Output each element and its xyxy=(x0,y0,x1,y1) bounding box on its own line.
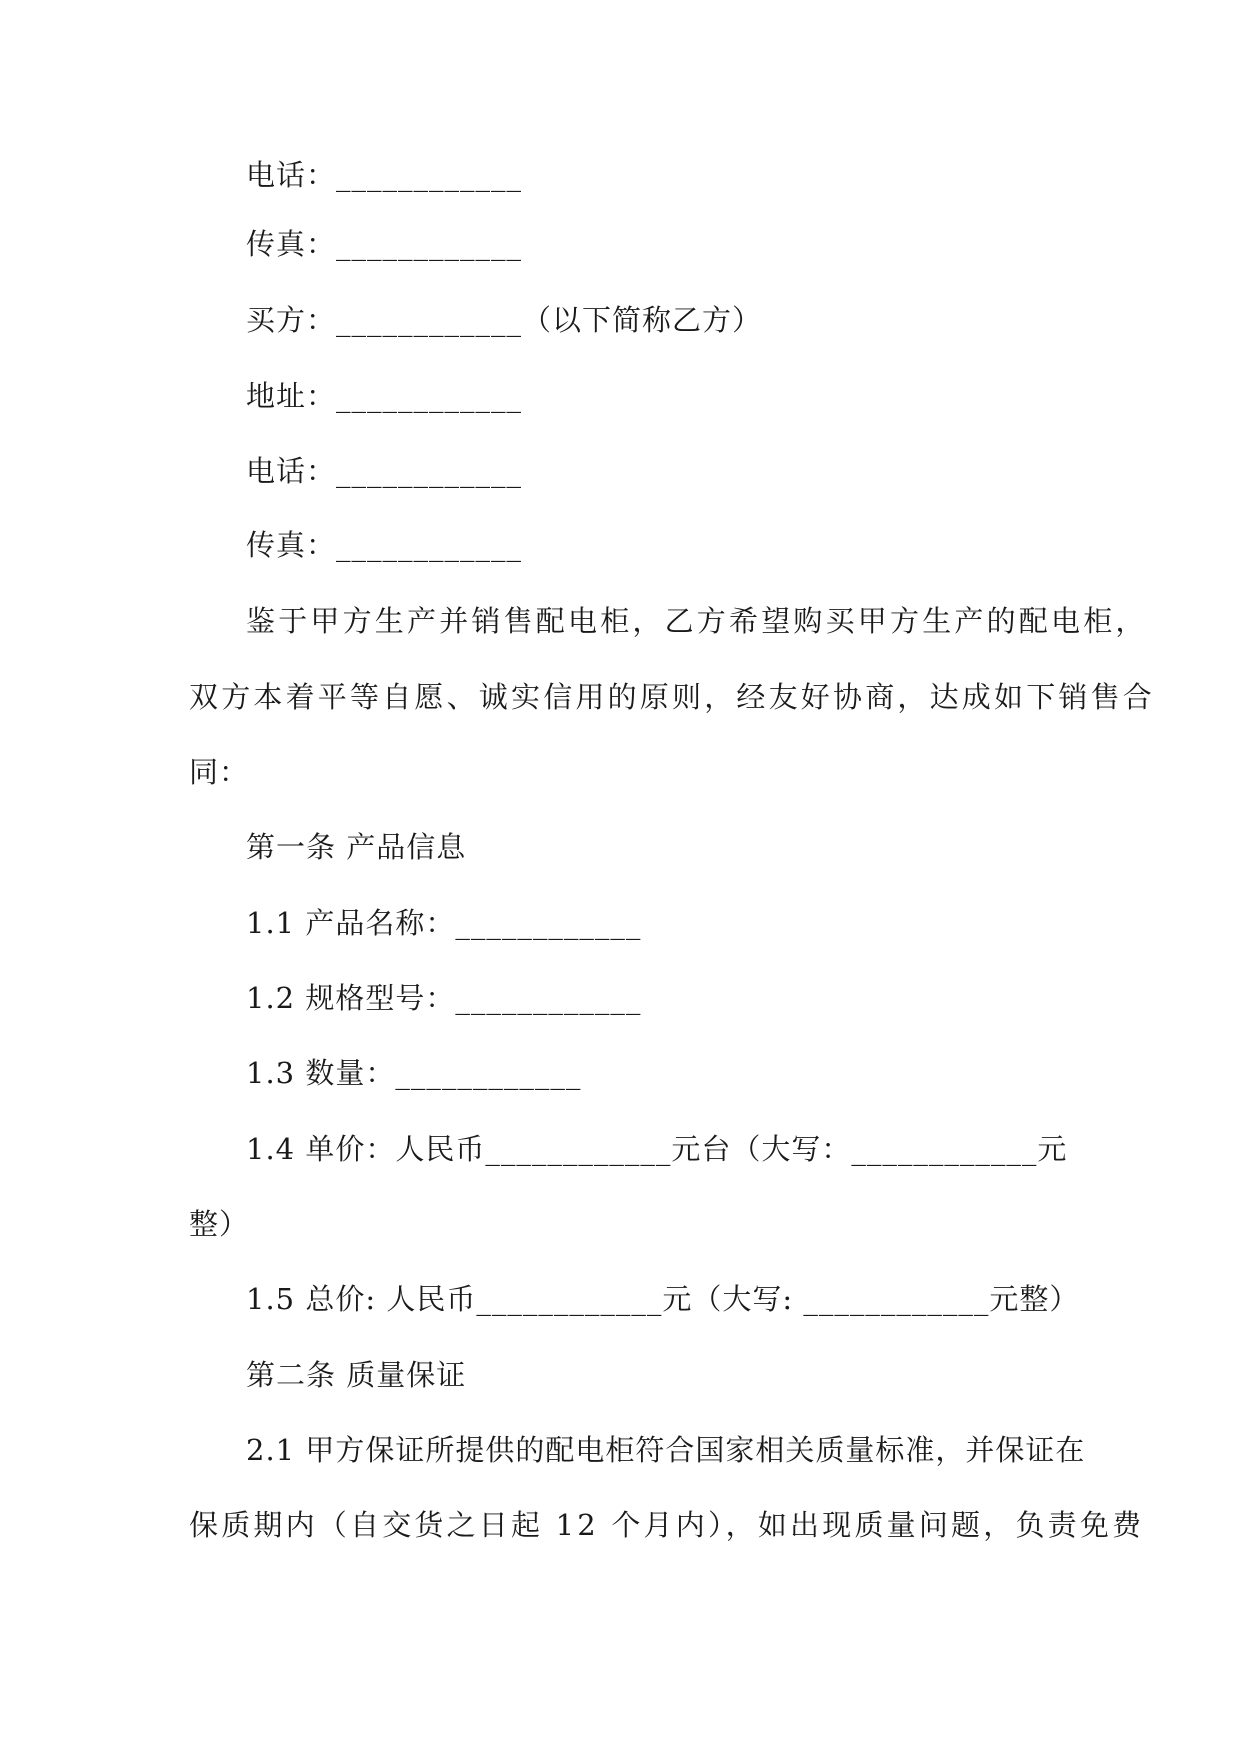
clause-2-1-cont: 保质期内（自交货之日起 12 个月内），如出现质量问题，负责免费 xyxy=(189,1508,1145,1542)
clause-1-4-cont: 整） xyxy=(189,1207,250,1241)
clause-1-2: 1.2 规格型号：____________ xyxy=(246,981,642,1015)
buyer-fax-line: 传真：____________ xyxy=(246,528,523,562)
clause-1-5: 1.5 总价: 人民币____________元（大写: ____________元整） xyxy=(246,1282,1080,1316)
preamble-line-3: 同： xyxy=(189,755,250,789)
article-1-heading: 第一条 产品信息 xyxy=(246,830,467,864)
seller-phone-line: 电话：____________ xyxy=(246,158,523,192)
clause-2-1: 2.1 甲方保证所提供的配电柜符合国家相关质量标准，并保证在 xyxy=(246,1433,1086,1467)
clause-1-1: 1.1 产品名称：____________ xyxy=(246,906,642,940)
buyer-phone-line: 电话：____________ xyxy=(246,454,523,488)
article-2-heading: 第二条 质量保证 xyxy=(246,1358,467,1392)
buyer-line: 买方：____________（以下简称乙方） xyxy=(246,303,763,337)
preamble-line-2: 双方本着平等自愿、诚实信用的原则，经友好协商，达成如下销售合 xyxy=(189,680,1156,714)
preamble-line-1: 鉴于甲方生产并销售配电柜，乙方希望购买甲方生产的配电柜， xyxy=(246,604,1148,638)
clause-1-4: 1.4 单价：人民币____________元台（大写：____________元 xyxy=(246,1132,1068,1166)
buyer-address-line: 地址：____________ xyxy=(246,379,523,413)
clause-1-3: 1.3 数量：____________ xyxy=(246,1056,582,1090)
seller-fax-line: 传真：____________ xyxy=(246,227,523,261)
